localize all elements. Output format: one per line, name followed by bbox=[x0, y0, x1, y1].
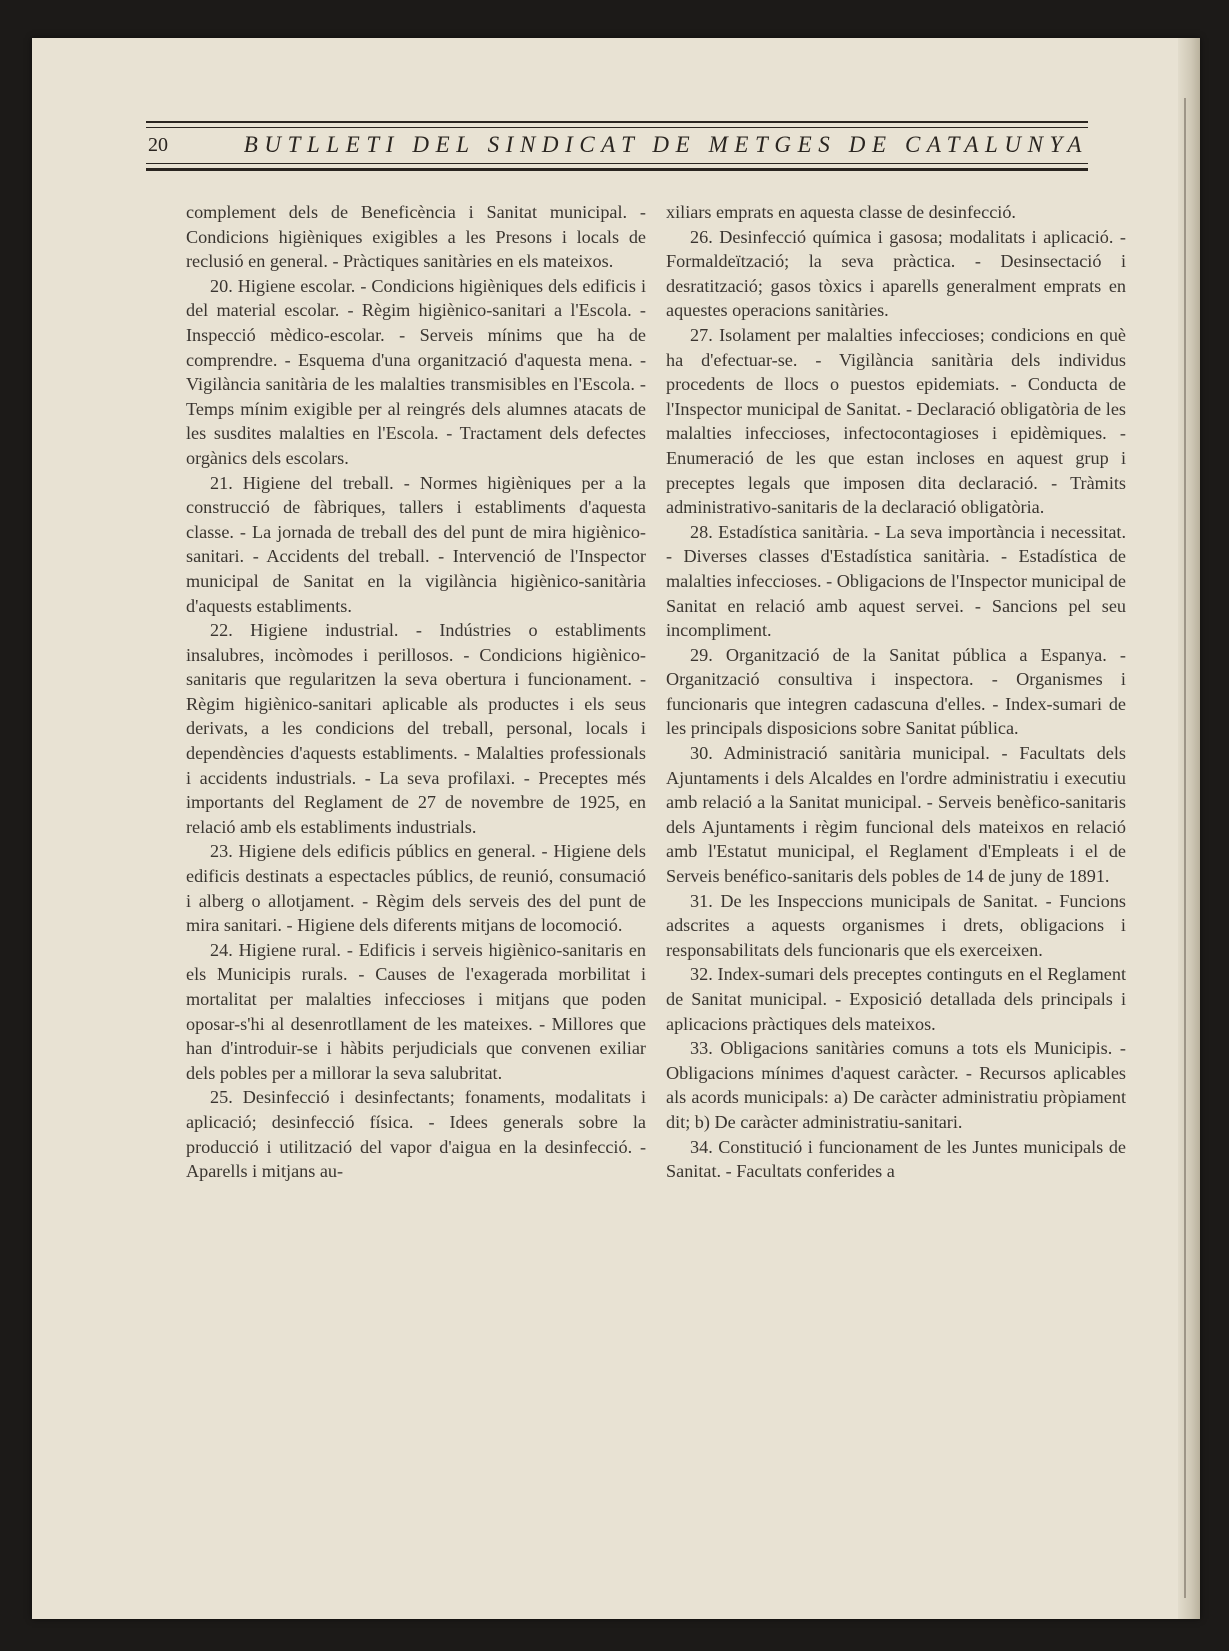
left-column bbox=[186, 200, 646, 1184]
right-column bbox=[666, 200, 1126, 1184]
header-row bbox=[146, 130, 1088, 160]
paragraph-item-29: 29. Organització de la Sanitat pública a Espanya. - Organització consultiva i inspectora. - Organismes i funcionaris que integren cadascuna d'elles. - Index-sumari de les principals disposicions sobre Sanitat pública. bbox=[666, 644, 1126, 739]
page-fold-line bbox=[1184, 98, 1186, 1598]
paragraph-continued: complement dels de Beneficència i Sanitat municipal. - Condicions higièniques exigibles a les Presons i locals de reclusió en general. - Pràctiques sanitàries en els mateixos. bbox=[186, 202, 646, 272]
paragraph-item-30: 30. Administració sanitària municipal. - Facultats dels Ajuntaments i dels Alcaldes en l'ordre administratiu i executiu amb relació a la Sanitat municipal. - Serveis benèfico-sanitaris dels Ajuntaments i règim funcional dels mateixos en relació amb l'Estatut municipal, el Reglament d'Empleats i el de Serveis benéfico-sanitaris dels pobles de 14 de juny de 1891. bbox=[666, 743, 1126, 887]
paragraph-item-28: 28. Estadística sanitària. - La seva importància i necessitat. - Diverses classes d'Estadística sanitària. - Estadística de malalties infeccioses. - Obligacions de l'Inspector municipal de Sanitat en relació amb aquest servei. - Sancions pel seu incompliment. bbox=[666, 521, 1126, 641]
journal-title: BUTLLETI DEL SINDICAT DE METGES DE CATALUNYA bbox=[243, 132, 1088, 157]
paragraph-item-27: 27. Isolament per malalties infeccioses; condicions en què ha d'efectuar-se. - Vigilància sanitària dels individus procedents de llocs o puestos epidemiats. - Conducta de l'Inspector municipal de Sanitat. - Declaració obligatòria de les malalties infeccioses, infectocontagioses i epidèmiques. - Enumeració de les que estan incloses en aquest grup i preceptes legals que imposen dita declaració. - Tràmits administrativo-sanitaris de la declaració obligatòria. bbox=[666, 324, 1126, 518]
paragraph-item-21: 21. Higiene del treball. - Normes higièniques per a la construcció de fàbriques, tallers i establiments d'aquesta classe. - La jornada de treball des del punt de mira higiènico-sanitari. - Accidents del treball. - Intervenció de l'Inspector municipal de Sanitat en la vigilància higiènico-sanitària d'aquests establiments. bbox=[186, 472, 646, 616]
paragraph-item-20: 20. Higiene escolar. - Condicions higièniques dels edificis i del material escolar. - Règim higiènico-sanitari a l'Escola. - Inspecció mèdico-escolar. - Serveis mínims que ha de comprendre. - Esquema d'una organització d'aquesta mena. - Vigilància sanitària de les malalties transmisibles en l'Escola. - Temps mínim exigible per al reingrés dels alumnes atacats de les susdites malalties en l'Escola. - Tractament dels defectes orgànics dels escolars. bbox=[186, 275, 646, 468]
paragraph-item-23: 23. Higiene dels edificis públics en general. - Higiene dels edificis destinats a espectacles públics, de reunió, consumació i alberg o allotjament. - Règim dels serveis des del punt de mira sanitari. - Higiene dels diferents mitjans de locomoció. bbox=[186, 841, 646, 936]
paragraph-item-34: 34. Constitució i funcionament de les Juntes municipals de Sanitat. - Facultats conferides a bbox=[666, 1136, 1126, 1182]
paragraph-item-33: 33. Obligacions sanitàries comuns a tots els Municipis. - Obligacions mínimes d'aquest caràcter. - Recursos aplicables als acords municipals: a) De caràcter administratiu pròpiament dit; b) De caràcter administratiu-sanitari. bbox=[666, 1038, 1126, 1132]
paragraph-item-25: 25. Desinfecció i desinfectants; fonaments, modalitats i aplicació; desinfecció física. - Idees generals sobre la producció i utilització del vapor d'aigua en la desinfecció. - Aparells i mitjans au- bbox=[186, 1087, 646, 1182]
header-rule-top-thin bbox=[146, 127, 1088, 128]
paragraph-item-31: 31. De les Inspeccions municipals de Sanitat. - Funcions adscrites a aquests organismes i drets, obligacions i responsabilitats dels funcionaris que els exerceixen. bbox=[666, 890, 1126, 960]
paragraph-continued: xiliars emprats en aquesta classe de desinfecció. bbox=[666, 202, 1016, 222]
page-edge-shadow bbox=[1178, 38, 1200, 1619]
header-rule-bottom-thin bbox=[146, 163, 1088, 164]
paragraph-item-26: 26. Desinfecció química i gasosa; modalitats i aplicació. - Formaldeïtzació; la seva pràctica. - Desinsectació i desratització; gasos tòxics i aparells generalment emprats en aquestes operacions sanitàries. bbox=[666, 226, 1126, 321]
header-rule-top bbox=[146, 121, 1088, 123]
paragraph-item-24: 24. Higiene rural. - Edificis i serveis higiènico-sanitaris en els Municipis rurals. - Causes de l'exagerada morbilitat i mortalitat per malalties infeccioses i mitjans que poden oposar-s'hi al desenrotllament de les mateixes. - Millores que han d'introduir-se i hàbits perjudicials que convenen exiliar dels pobles per a millorar la seva salubritat. bbox=[186, 939, 646, 1083]
paragraph-item-32: 32. Index-sumari dels preceptes continguts en el Reglament de Sanitat municipal. - Exposició detallada dels principals i aplicacions pràctiques dels mateixos. bbox=[666, 964, 1126, 1034]
header-rule-bottom bbox=[146, 168, 1088, 171]
paragraph-item-22: 22. Higiene industrial. - Indústries o establiments insalubres, incòmodes i perillosos. - Condicions higiènico-sanitaris que regularitzen la seva obertura i funcionament. - Règim higiènico-sanitari aplicable als productes i els seus derivats, a les condicions del treball, personal, locals i dependències d'aquests establiments. - Malalties professionals i accidents industrials. - La seva profilaxi. - Preceptes més importants del Reglament de 27 de novembre de 1925, en relació amb els establiments industrials. bbox=[186, 620, 646, 837]
page-number: 20 bbox=[148, 133, 168, 156]
running-header bbox=[146, 113, 1088, 175]
